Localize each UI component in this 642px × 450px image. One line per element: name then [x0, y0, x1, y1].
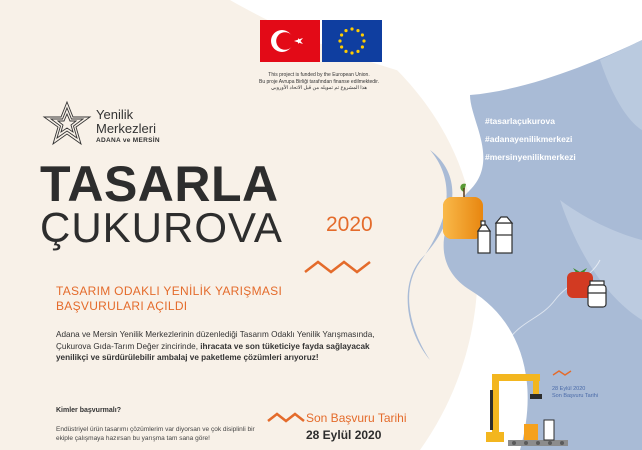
hashtag-item: #tasarlaçukurova	[485, 116, 555, 126]
mini-deadline-date: 28 Eylül 2020	[552, 386, 586, 392]
subtitle	[56, 284, 282, 314]
subtitle-line-1: TASARIM ODAKLI YENİLİK YARIŞMASI	[56, 284, 283, 298]
mini-deadline-label: Son Başvuru Tarihi	[552, 393, 599, 399]
funding-line-en: This project is funded by the European Union.	[268, 72, 370, 78]
funding-line-ar: هذا المشروع تم تمويله من قبل الاتحاد الأوروبي	[271, 85, 367, 91]
mini-deadline	[552, 386, 598, 400]
headline-line-1: TASARLA	[40, 156, 279, 212]
jar-icon	[585, 279, 609, 309]
hashtag-list	[485, 112, 576, 166]
robot-arm-icon	[478, 360, 568, 450]
turkey-flag-icon	[260, 20, 320, 62]
deadline-label: Son Başvuru Tarihi	[306, 411, 407, 425]
description-emphasis: ihracata ve son tüketiciye fayda sağlayacak yenilikçi ve sürdürülebilir ambalaj ve paketleme çözümleri arıyoruz!	[56, 341, 370, 362]
hashtag-item: #adanayenilikmerkezi	[485, 134, 573, 144]
description	[56, 329, 386, 364]
who-should-apply-text: Endüstriyel ürün tasarımı çözümlerim var diyorsan ve çok disiplinli bir ekiple çalışmaya hazırsan bu yarışma tam sana göre!	[56, 426, 255, 442]
hashtag-item: #mersinyenilikmerkezi	[485, 152, 576, 162]
subtitle-line-2: BAŞVURULARI AÇILDI	[56, 299, 188, 313]
logo-wordmark	[96, 108, 156, 136]
logo-line-1: Yenilik	[96, 107, 134, 122]
headline-line-2: ÇUKUROVA	[40, 204, 283, 251]
star-logo-icon	[42, 100, 92, 146]
who-should-apply-title: Kimler başvurmalı?	[56, 407, 121, 414]
deadline-date: 28 Eylül 2020	[306, 428, 382, 442]
logo-line-2: Merkezleri	[96, 121, 156, 136]
headline-year: 2020	[326, 213, 373, 236]
logo-subtitle: ADANA ve MERSİN	[96, 137, 160, 144]
funding-notice	[238, 72, 400, 92]
milk-carton-icon	[474, 215, 520, 255]
funding-line-tr: Bu proje Avrupa Birliği tarafından finanse edilmektedir.	[259, 78, 379, 85]
eu-flag-icon	[322, 20, 382, 62]
description-text: Adana ve Mersin Yenilik Merkezlerinin düzenlediği Tasarım Odaklı Yenilik Yarışmasında, Çukurova Gıda-Tarım Değer zincirinde,	[56, 330, 375, 351]
